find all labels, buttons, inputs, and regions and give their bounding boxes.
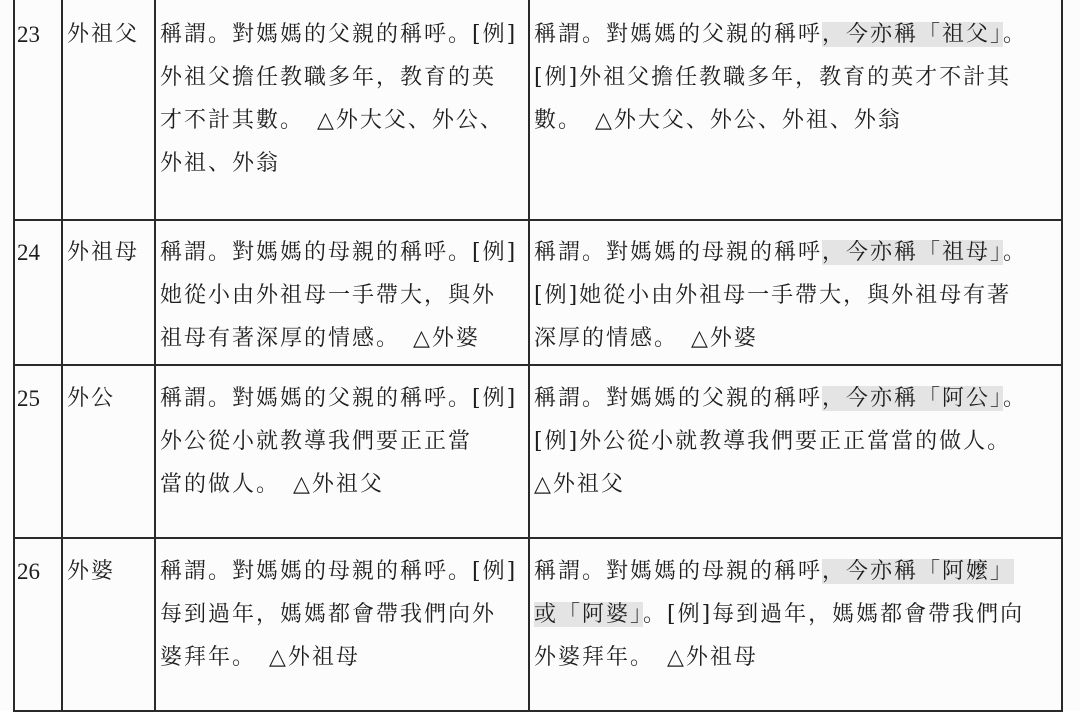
text-line: 祖母有著深厚的情感。 △外婆 [160,326,480,351]
definition-text: 稱謂。對媽媽的父親的稱呼 [534,386,823,411]
text-line: 每到過年，媽媽都會帶我們向外 [160,602,497,627]
highlighted-revision: ，今亦稱「阿嬤」 [822,559,1015,584]
text-line: 稱謂。對媽媽的母親的稱呼。[例] [160,240,518,265]
entry-number: 25 [14,365,62,538]
highlighted-revision: ，今亦稱「阿公」 [822,386,1004,411]
text-line: 當的做人。 △外祖父 [160,472,384,497]
text-line: 外公從小就教導我們要正正當 [160,429,473,454]
text-line: [例]外祖父擔任教職多年，教育的英才不計其 [534,65,1012,90]
entry-number: 24 [14,220,62,365]
table-row [14,220,1062,365]
definition-text: 稱謂。對媽媽的母親的稱呼 [534,559,823,584]
original-definition [155,220,529,365]
original-definition [155,365,529,538]
text-line: [例]外公從小就教導我們要正正當當的做人。 [534,429,1012,454]
text-line: 稱謂。對媽媽的父親的稱呼。[例] [160,386,518,411]
revised-definition [529,365,1062,538]
text-line [534,231,1059,274]
text-line [534,377,1059,420]
table-row [14,0,1062,220]
text-line [534,550,1059,593]
highlighted-revision: 或「阿婆」 [534,602,644,627]
text-line: 稱謂。對媽媽的母親的稱呼。[例] [160,559,518,584]
text-line [534,13,1059,56]
entry-word: 外婆 [62,538,155,711]
revised-definition [529,538,1062,711]
definition-text: 。[例]每到過年，媽媽都會帶我們向 [643,602,1025,627]
definition-text: 。 [1003,386,1028,411]
text-line: 外祖、外翁 [160,151,281,176]
table-row [14,365,1062,538]
original-definition [155,538,529,711]
entry-word: 外祖父 [62,0,155,220]
text-line: 才不計其數。 △外大父、外公、 [160,108,504,133]
text-line: 深厚的情感。 △外婆 [534,326,758,351]
text-line: 婆拜年。 △外祖母 [160,645,360,670]
definition-text: 。 [1003,240,1028,265]
entry-number: 23 [14,0,62,220]
table-row [14,538,1062,711]
dictionary-table [13,0,1063,712]
text-line: 稱謂。對媽媽的父親的稱呼。[例] [160,22,518,47]
original-definition [155,0,529,220]
text-line: △外祖父 [534,472,625,497]
definition-text: 。 [1003,22,1028,47]
text-line: 外婆拜年。 △外祖母 [534,645,758,670]
highlighted-revision: ，今亦稱「祖母」 [822,240,1004,265]
text-line: 數。 △外大父、外公、外祖、外翁 [534,108,902,133]
definition-text: 稱謂。對媽媽的母親的稱呼 [534,240,823,265]
revised-definition [529,220,1062,365]
entry-word: 外公 [62,365,155,538]
text-line: 外祖父擔任教職多年，教育的英 [160,65,497,90]
text-line: [例]她從小由外祖母一手帶大，與外祖母有著 [534,283,1012,308]
entry-number: 26 [14,538,62,711]
text-line [534,593,1059,636]
revised-definition [529,0,1062,220]
definition-text: 稱謂。對媽媽的父親的稱呼 [534,22,823,47]
highlighted-revision: ，今亦稱「祖父」 [822,22,1004,47]
text-line: 她從小由外祖母一手帶大，與外 [160,283,497,308]
entry-word: 外祖母 [62,220,155,365]
